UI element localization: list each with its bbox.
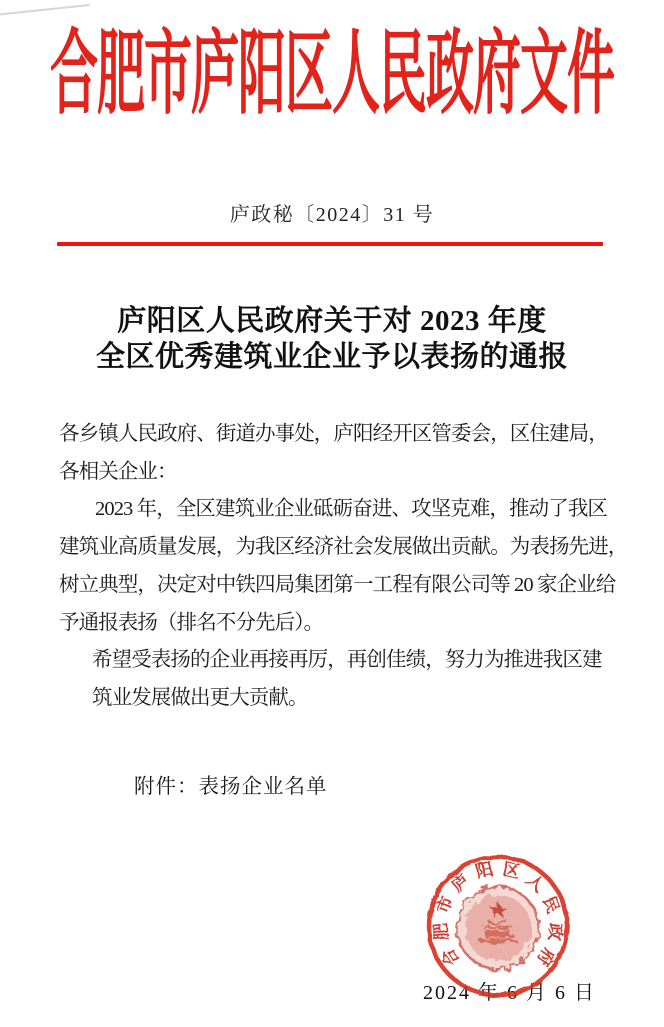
attachment-note: 附件：表扬企业名单 [134, 776, 328, 798]
seal-char: 合 [437, 944, 463, 970]
seal-char: 区 [500, 859, 523, 882]
seal-char: 政 [544, 922, 565, 942]
seal-char: 庐 [447, 870, 474, 896]
body-line: 建筑业高质量发展，为我区经济社会发展做出贡献。为表扬先进， [59, 536, 628, 559]
national-emblem-icon [457, 887, 539, 969]
official-seal [423, 850, 573, 1002]
document-body [59, 416, 628, 718]
body-line: 各相关企业： [59, 460, 177, 483]
body-line: 树立典型，决定对中铁四局集团第一工程有限公司等 20 家企业给 [59, 573, 616, 596]
scan-artifact-line [0, 4, 90, 16]
date-text: 2024 年 6 月 6 日 [423, 982, 596, 1004]
body-line: 各乡镇人民政府、街道办事处，庐阳经开区管委会，区住建局， [59, 423, 608, 445]
body-line: 希望受表扬的企业再接再厉，再创佳绩，努力为推进我区建 [92, 649, 602, 672]
title-line-2: 全区优秀建筑业企业予以表扬的通报 [95, 341, 568, 373]
document-title [0, 303, 664, 375]
seal-char: 阳 [473, 859, 496, 882]
doc-number: 庐政秘〔2024〕31 号 [229, 204, 435, 226]
body-line: 筑业发展做出更大贡献。 [92, 686, 308, 709]
body-line: 2023 年，全区建筑业企业砥砺奋进、攻坚克难，推动了我区 [95, 498, 608, 521]
seal-char: 肥 [431, 922, 452, 942]
red-divider [57, 242, 603, 246]
agency-header-text: 合肥市庐阳区人民政府文件 [49, 24, 614, 127]
title-line-1: 庐阳区人民政府关于对 2023 年度 [117, 305, 547, 337]
seal-char: 民 [538, 893, 563, 917]
seal-char: 人 [522, 870, 549, 896]
seal-char: 市 [433, 893, 458, 917]
agency-header [0, 24, 664, 127]
seal-char: 府 [533, 944, 559, 970]
body-line: 予通报表扬（排名不分先后）。 [59, 611, 324, 634]
